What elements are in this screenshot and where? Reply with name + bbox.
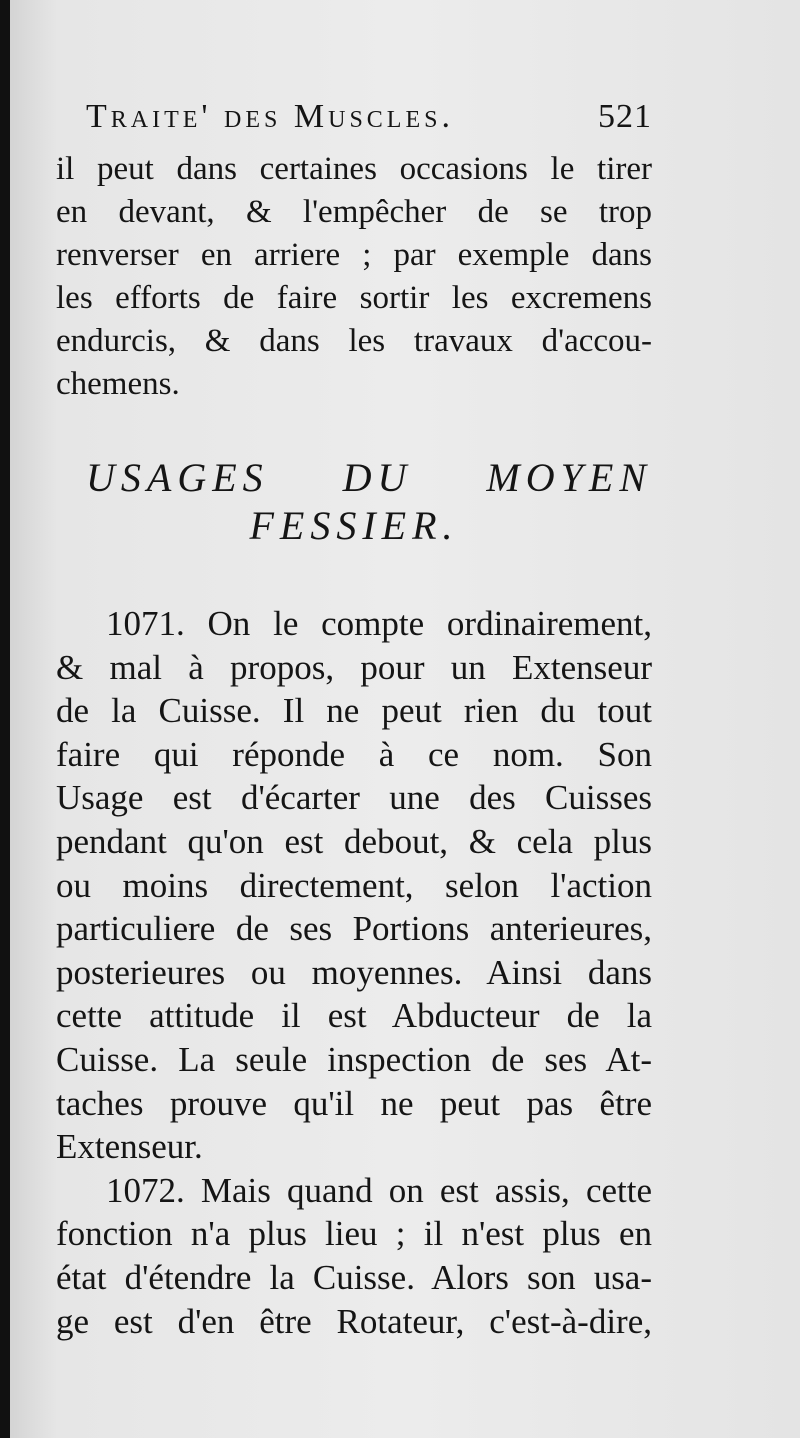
text-line: fonction n'a plus lieu ; il n'est plus en xyxy=(56,1214,652,1254)
page-edge xyxy=(0,0,10,1438)
section-heading xyxy=(56,454,652,550)
text-line: ou moins directement, selon l'action xyxy=(56,865,652,905)
heading-line-2: FESSIER. xyxy=(249,503,459,548)
text-line: ge est d'en être Rotateur, c'est-à-dire, xyxy=(56,1301,652,1341)
paragraph-1 xyxy=(56,148,652,406)
text-line: chemens. xyxy=(56,366,180,402)
text-line: en devant, & l'empêcher de se trop xyxy=(56,194,652,230)
text-line: 1072. Mais quand on est assis, cette xyxy=(106,1170,652,1210)
text-line: il peut dans certaines occasions le tirer xyxy=(56,151,652,187)
paragraph-1072 xyxy=(56,1169,652,1343)
text-line: Cuisse. La seule inspection de ses At- xyxy=(56,1039,652,1079)
text-line: cette attitude il est Abducteur de la xyxy=(56,996,652,1036)
text-line: 1071. On le compte ordinairement, xyxy=(106,604,652,643)
running-head xyxy=(86,98,652,146)
text-line: renverser en arriere ; par exemple dans xyxy=(56,237,652,273)
text-line: Extenseur. xyxy=(56,1127,203,1167)
text-line: & mal à propos, pour un Extenseur xyxy=(56,647,652,687)
running-head-title: Traite' des Muscles. xyxy=(86,98,454,135)
book-page xyxy=(10,0,800,1438)
text-line: posterieures ou moyennes. Ainsi dans xyxy=(56,952,652,992)
heading-line-1: USAGES DU MOYEN xyxy=(86,455,652,500)
text-line: les efforts de faire sortir les excremens xyxy=(56,280,652,316)
text-line: état d'étendre la Cuisse. Alors son usa- xyxy=(56,1257,652,1297)
text-line: Usage est d'écarter une des Cuisses xyxy=(56,778,652,818)
text-line: pendant qu'on est debout, & cela plus xyxy=(56,821,652,861)
text-line: endurcis, & dans les travaux d'accou- xyxy=(56,323,652,359)
text-block xyxy=(56,98,652,1343)
text-line: de la Cuisse. Il ne peut rien du tout xyxy=(56,691,652,731)
text-line: faire qui réponde à ce nom. Son xyxy=(56,734,652,774)
text-line: particuliere de ses Portions anterieures, xyxy=(56,909,652,949)
text-line: taches prouve qu'il ne peut pas être xyxy=(56,1083,652,1123)
paragraph-1071 xyxy=(56,602,652,1169)
page-number: 521 xyxy=(598,98,652,135)
